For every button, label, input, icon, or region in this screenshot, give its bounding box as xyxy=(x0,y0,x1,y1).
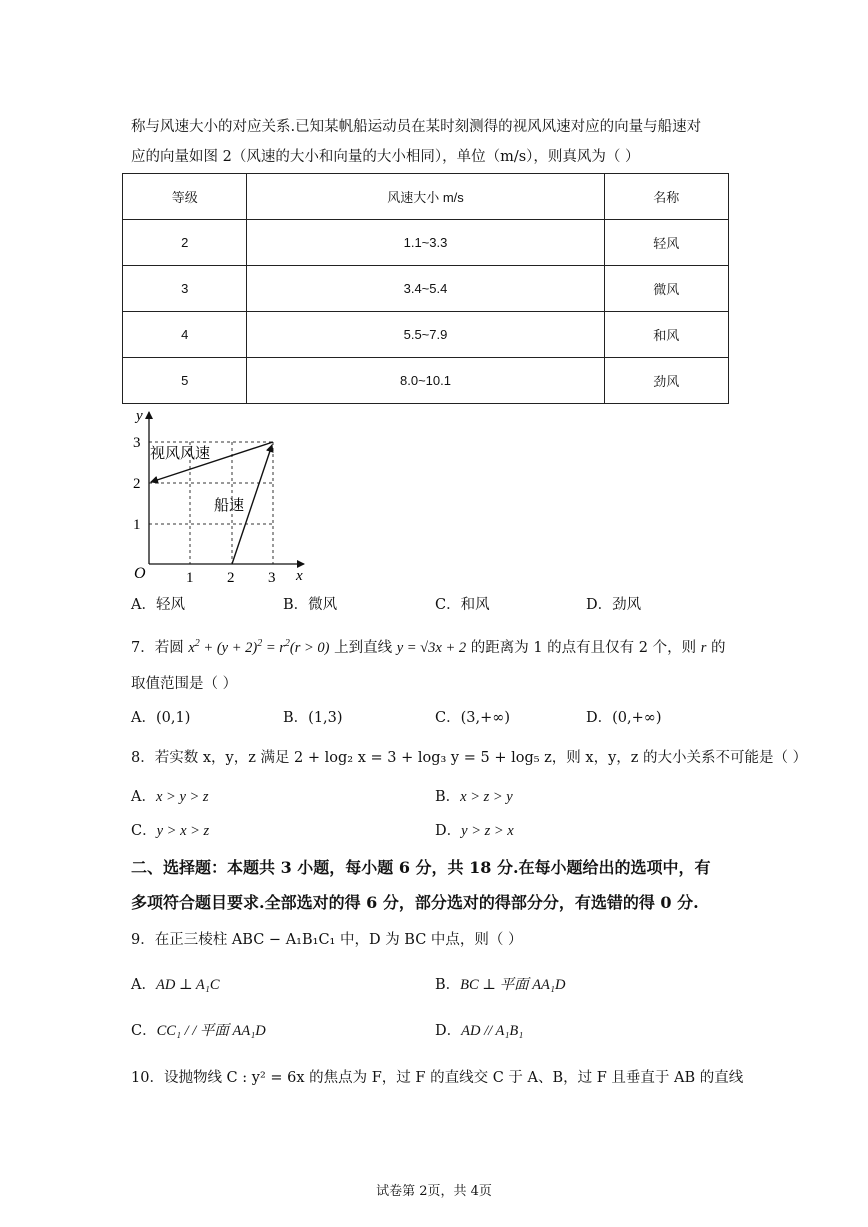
option-label: C． xyxy=(131,1023,157,1039)
stem-text: 的距离为 1 的点有且仅有 2 个，则 xyxy=(470,639,697,656)
table-cell: 5 xyxy=(123,358,247,404)
boat-speed-label: 船速 xyxy=(214,496,245,514)
question-7-stem-cont: 取值范围是（ ） xyxy=(131,676,238,692)
origin-label: O xyxy=(134,565,146,582)
line-equation: y = √3x + 2 xyxy=(396,639,467,656)
table-cell: 劲风 xyxy=(604,358,728,404)
option-label: A． xyxy=(131,789,156,805)
table-cell: 微风 xyxy=(604,266,728,312)
option-b: B．微风 xyxy=(283,597,338,613)
option-value: y > x > z xyxy=(156,823,210,839)
option-label: C． xyxy=(435,710,461,726)
wind-scale-table xyxy=(122,173,729,404)
option-label: B． xyxy=(283,710,309,726)
option-label: C． xyxy=(131,823,157,839)
y-tick-label: 2 xyxy=(133,476,141,492)
question-9-stem: 9．在正三棱柱 ABC − A₁B₁C₁ 中，D 为 BC 中点，则（ ） xyxy=(131,932,523,948)
option-label: B． xyxy=(435,977,461,993)
option-label: D． xyxy=(586,710,613,726)
table-cell: 3 xyxy=(123,266,247,312)
option-b xyxy=(435,787,513,807)
question-10-stem: 10．设抛物线 C : y² = 6x 的焦点为 F，过 F 的直线交 C 于 A、B，过 F 且垂直于 AB 的直线 xyxy=(131,1070,744,1086)
table-cell: 4 xyxy=(123,312,247,358)
table-cell: 3.4~5.4 xyxy=(247,266,604,312)
table-row xyxy=(123,266,729,312)
option-a: A．轻风 xyxy=(131,597,185,613)
table-cell: 5.5~7.9 xyxy=(247,312,604,358)
x-tick-label: 1 xyxy=(186,570,194,586)
y-tick-label: 3 xyxy=(133,435,141,451)
option-value: CC₁ / / 平面 AA₁D xyxy=(156,1023,266,1039)
apparent-wind-label: 视风风速 xyxy=(150,444,211,462)
option-d: D．劲风 xyxy=(586,597,642,613)
option-a xyxy=(131,787,209,807)
intro-line-2: 应的向量如图 2（风速的大小和向量的大小相同），单位（m/s），则真风为（ ） xyxy=(131,149,640,165)
option-label: D． xyxy=(435,1023,462,1039)
stem-text: 的 xyxy=(710,639,726,656)
vector-diagram xyxy=(126,406,316,586)
option-b xyxy=(283,708,343,728)
option-value: y > z > x xyxy=(461,823,514,839)
option-c xyxy=(131,1021,266,1041)
table-header-cell: 等级 xyxy=(123,174,247,220)
question-7-stem xyxy=(131,634,725,658)
stem-text: 上到直线 xyxy=(334,639,393,656)
table-header-cell: 名称 xyxy=(604,174,728,220)
option-c xyxy=(435,708,510,728)
table-cell: 2 xyxy=(123,220,247,266)
option-label: A． xyxy=(131,977,156,993)
option-d xyxy=(435,821,514,841)
question-number: 7．若圆 xyxy=(131,639,184,656)
option-value: (3,+∞) xyxy=(460,710,510,726)
option-c: C．和风 xyxy=(435,597,490,613)
option-d xyxy=(586,708,662,728)
y-tick-label: 1 xyxy=(133,517,141,533)
option-c xyxy=(131,821,209,841)
option-label: B． xyxy=(435,789,461,805)
y-axis-label: y xyxy=(136,408,143,424)
option-value: AD ⊥ A₁C xyxy=(155,977,220,993)
table-row xyxy=(123,220,729,266)
option-value: x > z > y xyxy=(460,789,513,805)
option-label: D． xyxy=(435,823,462,839)
table-header-cell: 风速大小 m/s xyxy=(247,174,604,220)
variable-r: r xyxy=(700,639,707,656)
option-value: AD // A₁B₁ xyxy=(461,1023,524,1039)
table-cell: 1.1~3.3 xyxy=(247,220,604,266)
circle-equation: $x^2 + (y + 2)^2 = r^2(r > 0)$ xyxy=(188,638,330,656)
page-footer: 试卷第 2页，共 4页 xyxy=(376,1184,492,1199)
table-header-row xyxy=(123,174,729,220)
question-8-stem: 8．若实数 x，y，z 满足 2 + log₂ x = 3 + log₃ y = 5 + log₅ z，则 x，y，z 的大小关系不可能是（ ） xyxy=(131,750,808,766)
table-cell: 轻风 xyxy=(604,220,728,266)
section-heading-line-2: 多项符合题目要求.全部选对的得 6 分，部分选对的得部分分，有选错的得 0 分. xyxy=(131,893,699,912)
table-row xyxy=(123,358,729,404)
option-value: (0,+∞) xyxy=(612,710,662,726)
option-a xyxy=(131,975,220,995)
option-d xyxy=(435,1021,523,1041)
section-heading-line-1: 二、选择题：本题共 3 小题，每小题 6 分，共 18 分.在每小题给出的选项中，有 xyxy=(131,858,711,877)
option-b xyxy=(435,975,565,995)
option-a xyxy=(131,708,190,728)
option-value: BC ⊥ 平面 AA₁D xyxy=(460,977,566,993)
option-value: (0,1) xyxy=(155,710,191,726)
x-tick-label: 3 xyxy=(268,570,276,586)
option-label: A． xyxy=(131,710,156,726)
x-tick-label: 2 xyxy=(227,570,235,586)
x-axis-label: x xyxy=(296,568,303,584)
table-row xyxy=(123,312,729,358)
table-cell: 8.0~10.1 xyxy=(247,358,604,404)
intro-line-1: 称与风速大小的对应关系.已知某帆船运动员在某时刻测得的视风风速对应的向量与船速对 xyxy=(131,119,702,135)
option-value: x > y > z xyxy=(155,789,209,805)
option-value: (1,3) xyxy=(308,710,343,726)
table-cell: 和风 xyxy=(604,312,728,358)
